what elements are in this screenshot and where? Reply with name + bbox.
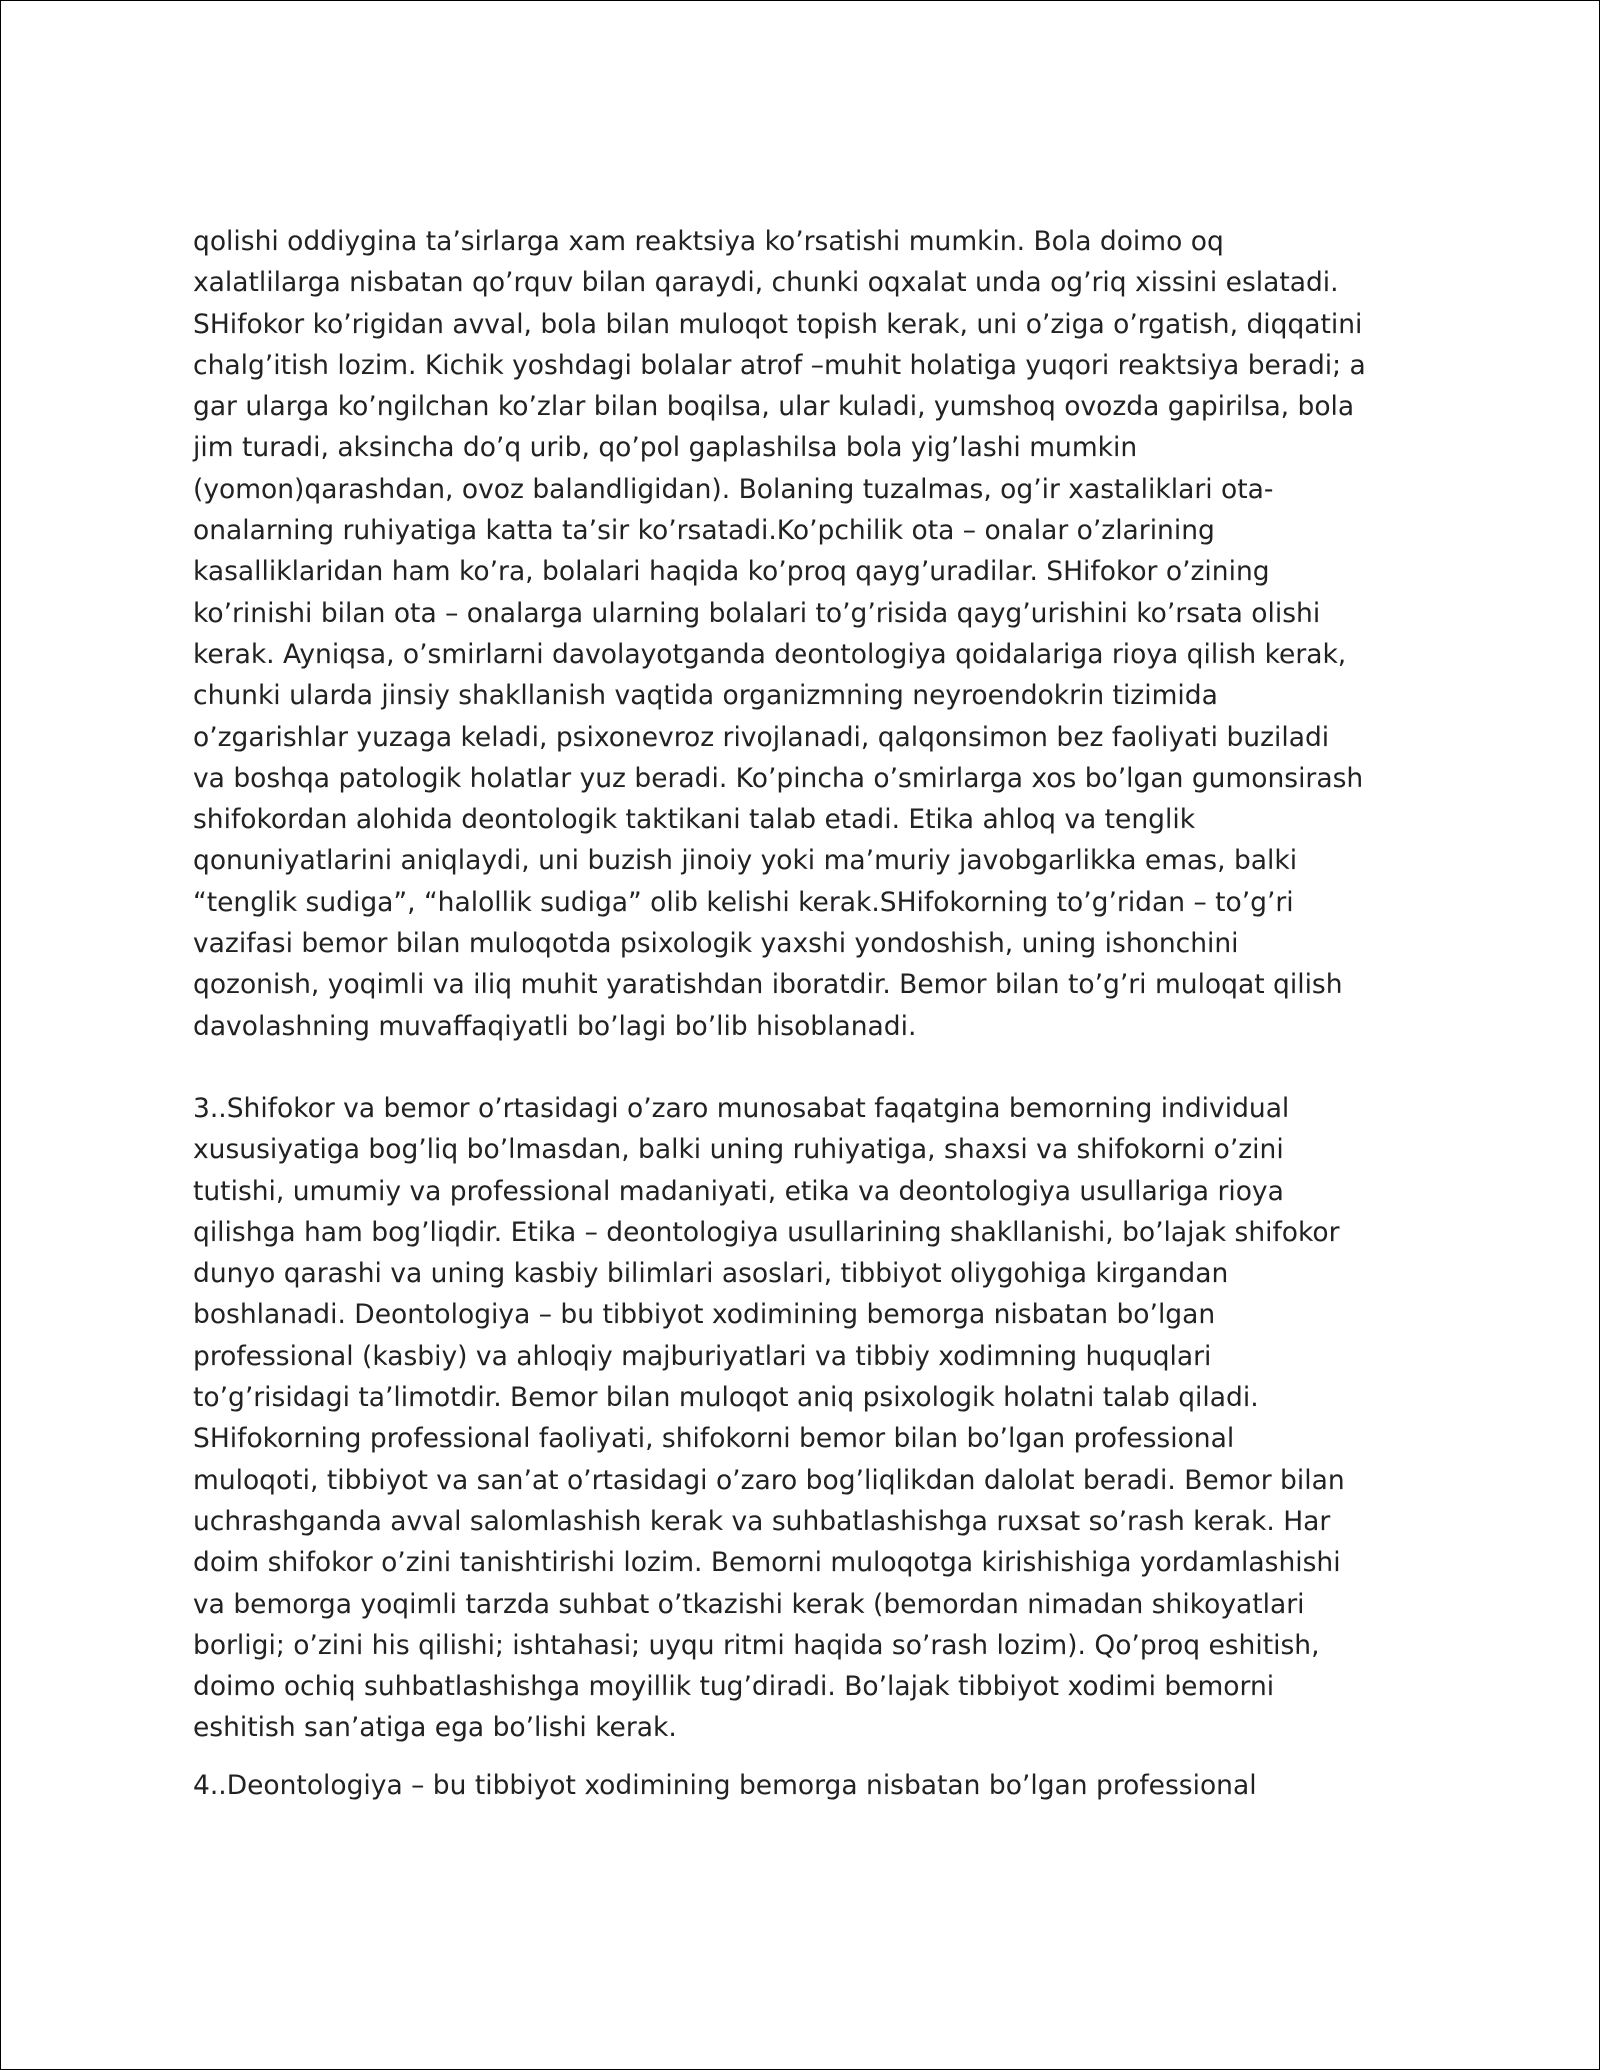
paragraph [193,1765,1433,1806]
text-line: dunyo qarashi va uning kasbiy bilimlari asoslari, tibbiyot oliygohiga kirgandan [193,1258,1229,1290]
text-line: “tenglik sudiga”, “halollik sudiga” olib kelishi kerak.SHifokorning to’g’ridan – to’g’ri [193,886,1294,918]
paragraph [193,221,1433,1047]
text-line: xususiyatiga bog’liq bo’lmasdan, balki uning ruhiyatiga, shaxsi va shifokorni o’zini [193,1134,1284,1166]
text-line: eshitish san’atiga ega bo’lishi kerak. [193,1712,677,1744]
text-line: SHifokor ko’rigidan avval, bola bilan muloqot topish kerak, uni o’ziga o’rgatish, diqqatini [193,308,1363,340]
text-line: va bemorga yoqimli tarzda suhbat o’tkazishi kerak (bemordan nimadan shikoyatlari [193,1588,1305,1620]
text-line: o’zgarishlar yuzaga keladi, psixonevroz rivojlanadi, qalqonsimon bez faoliyati buziladi [193,721,1330,753]
text-line: onalarning ruhiyatiga katta ta’sir ko’rsatadi.Ko’pchilik ota – onalar o’zlarining [193,515,1215,547]
paragraph [193,1088,1433,1749]
text-line: (yomon)qarashdan, ovoz balandligidan). Bolaning tuzalmas, og’ir xastaliklari ota- [193,473,1274,505]
text-line: qolishi oddiygina ta’sirlarga xam reaktsiya ko’rsatishi mumkin. Bola doimo oq [193,226,1224,257]
text-line: shifokordan alohida deontologik taktikani talab etadi. Etika ahloq va tenglik [193,804,1196,836]
text-line: doim shifokor o’zini tanishtirishi lozim. Bemorni muloqotga kirishishiga yordamlashishi [193,1547,1341,1579]
text-line: to’g’risidagi ta’limotdir. Bemor bilan muloqot aniq psixologik holatni talab qiladi. [193,1382,1259,1414]
text-line: tutishi, umumiy va professional madaniyati, etika va deontologiya usullariga rioya [193,1175,1284,1207]
text-line: chunki ularda jinsiy shakllanish vaqtida organizmning neyroendokrin tizimida [193,680,1218,712]
text-line: vazifasi bemor bilan muloqotda psixologik yaxshi yondoshish, uning ishonchini [193,928,1239,960]
text-line: jim turadi, aksincha do’q urib, qo’pol gaplashilsa bola yig’lashi mumkin [193,432,1138,464]
text-line: 3..Shifokor va bemor o’rtasidagi o’zaro munosabat faqatgina bemorning individual [193,1092,1290,1124]
text-line: uchrashganda avval salomlashish kerak va suhbatlashishga ruxsat so’rash kerak. Har [193,1505,1331,1537]
text-line: SHifokorning professional faoliyati, shifokorni bemor bilan bo’lgan professional [193,1423,1235,1455]
text-line: qilishga ham bog’liqdir. Etika – deontologiya usullarining shakllanishi, bo’lajak shifokor [193,1216,1340,1248]
text-line: xalatlilarga nisbatan qo’rquv bilan qaraydi, chunki oqxalat unda og’riq xissini eslatadi. [193,267,1339,299]
text-line: qonuniyatlarini aniqlaydi, uni buzish jinoiy yoki ma’muriy javobgarlikka emas, balki [193,845,1298,877]
text-line: muloqoti, tibbiyot va san’at o’rtasidagi o’zaro bog’liqlikdan dalolat beradi. Bemor bilan [193,1464,1345,1496]
text-line: 4..Deontologiya – bu tibbiyot xodimining bemorga nisbatan bo’lgan professional [193,1769,1257,1801]
text-line: borligi; o’zini his qilishi; ishtahasi; uyqu ritmi haqida so’rash lozim). Qo’proq eshitish, [193,1629,1320,1661]
text-line: kerak. Ayniqsa, o’smirlarni davolayotganda deontologiya qoidalariga rioya qilish kerak, [193,638,1347,670]
text-line: gar ularga ko’ngilchan ko’zlar bilan boqilsa, ular kuladi, yumshoq ovozda gapirilsa, bola [193,391,1355,423]
text-line: boshlanadi. Deontologiya – bu tibbiyot xodimining bemorga nisbatan bo’lgan [193,1299,1216,1331]
text-line: davolashning muvaffaqiyatli bo’lagi bo’lib hisoblanadi. [193,1010,917,1042]
text-line: va boshqa patologik holatlar yuz beradi. Ko’pincha o’smirlarga xos bo’lgan gumonsirash [193,762,1364,794]
text-line: professional (kasbiy) va ahloqiy majburiyatlari va tibbiy xodimning huquqlari [193,1340,1212,1372]
text-line: kasalliklaridan ham ko’ra, bolalari haqida ko’proq qayg’uradilar. SHifokor o’zining [193,556,1270,588]
text-line: doimo ochiq suhbatlashishga moyillik tug’diradi. Bo’lajak tibbiyot xodimi bemorni [193,1671,1275,1703]
text-line: chalg’itish lozim. Kichik yoshdagi bolalar atrof –muhit holatiga yuqori reaktsiya beradi; a [193,349,1366,381]
text-line: ko’rinishi bilan ota – onalarga ularning bolalari to’g’risida qayg’urishini ko’rsata olishi [193,597,1321,629]
document-body [193,221,1433,1806]
text-line: qozonish, yoqimli va iliq muhit yaratishdan iboratdir. Bemor bilan to’g’ri muloqat qilish [193,969,1343,1001]
